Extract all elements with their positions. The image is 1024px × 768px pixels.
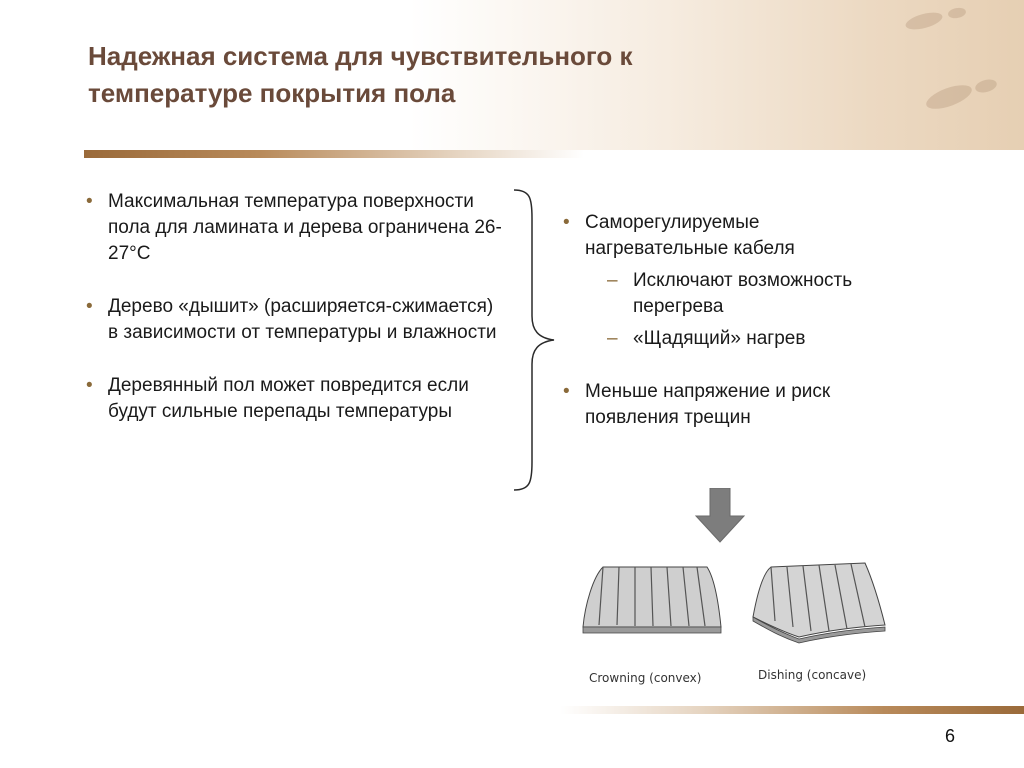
bullet-icon: • [86, 191, 93, 212]
down-arrow-icon [694, 488, 746, 544]
list-item [86, 294, 506, 346]
sub-bullet-text: «Щадящий» нагрев [633, 328, 806, 349]
list-item [563, 379, 903, 431]
page-number: 6 [945, 726, 956, 746]
bullet-icon: • [86, 375, 93, 396]
slide-title-line-1: Надежная система для чувствительного к [88, 41, 633, 71]
right-bullet-list [563, 210, 903, 458]
bullet-icon: • [563, 212, 570, 233]
footprint-decoration [947, 7, 966, 20]
wood-boards-illustration [575, 555, 905, 650]
footprint-decoration [923, 80, 974, 113]
footer-divider [560, 706, 1024, 714]
curly-brace-icon [508, 188, 558, 492]
sub-list-item [607, 326, 903, 352]
bullet-icon: • [563, 381, 570, 402]
sub-list-item [607, 268, 903, 320]
list-item [86, 189, 506, 267]
crowning-board-image [583, 567, 721, 633]
list-item [86, 373, 506, 425]
footprint-decoration [904, 9, 944, 32]
bullet-text: Максимальная температура поверхности пола для ламината и дерева ограничена 26-27°C [108, 191, 502, 264]
title-divider [84, 150, 584, 158]
sub-bullet-text: Исключают возможность перегрева [633, 270, 853, 317]
dash-icon: – [607, 270, 618, 291]
bullet-text: Меньше напряжение и риск появления трещин [585, 381, 831, 428]
dishing-caption: Dishing (concave) [758, 668, 867, 682]
bullet-text: Деревянный пол может повредится если будут сильные перепады температуры [108, 375, 469, 422]
dishing-board-image [753, 563, 885, 643]
dash-icon: – [607, 328, 618, 349]
sub-bullet-list [585, 268, 903, 352]
crowning-caption: Crowning (convex) [589, 671, 702, 685]
slide-title [88, 38, 728, 112]
list-item [563, 210, 903, 352]
bullet-text: Дерево «дышит» (расширяется-сжимается) в зависимости от температуры и влажности [108, 296, 497, 343]
bullet-icon: • [86, 296, 93, 317]
footprint-decoration [974, 77, 998, 94]
slide-title-line-2: температуре покрытия пола [88, 78, 456, 108]
bullet-text: Саморегулируемые нагревательные кабеля [585, 212, 795, 259]
left-bullet-list [86, 189, 506, 452]
